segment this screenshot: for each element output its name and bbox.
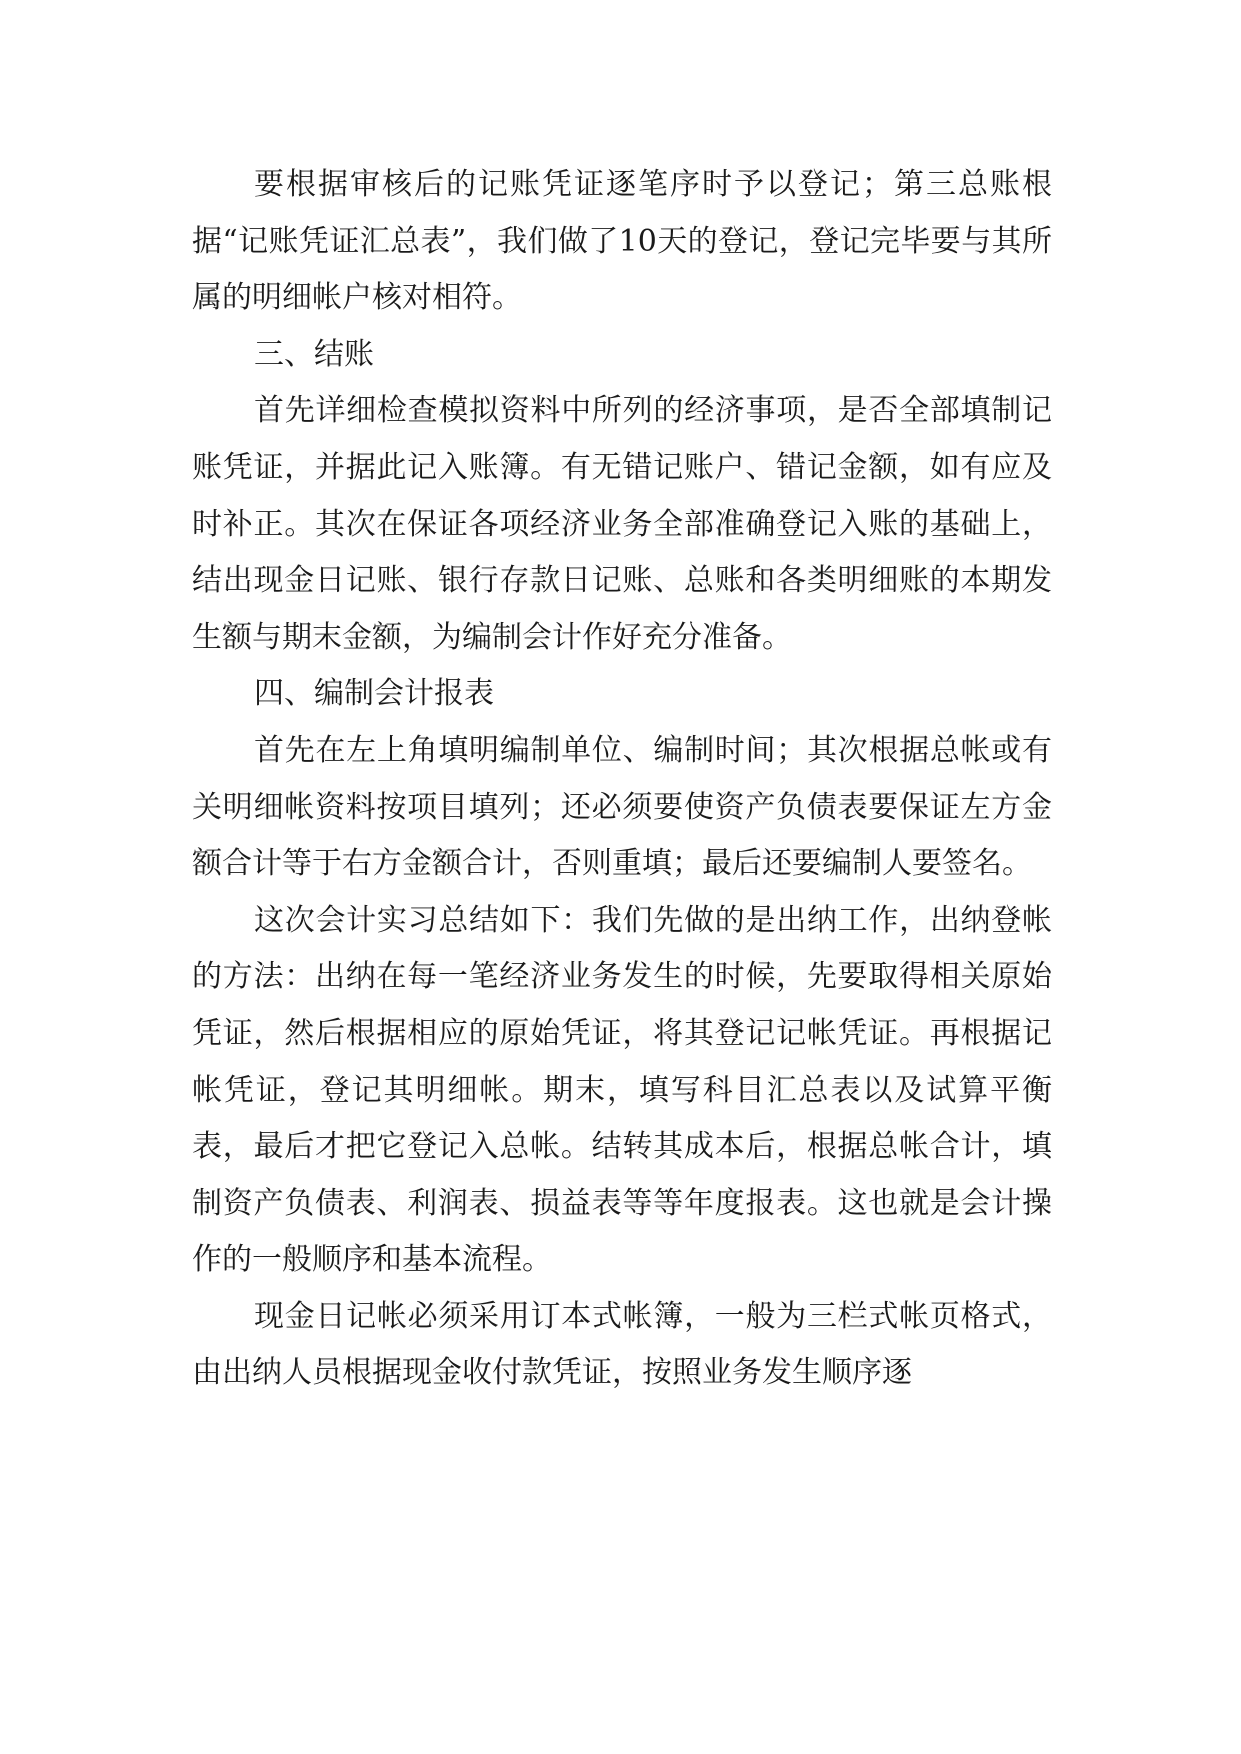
paragraph-closing-accounts: 首先详细检查模拟资料中所列的经济事项，是否全部填制记账凭证，并据此记入账簿。有无错记账户、错记金额，如有应及时补正。其次在保证各项经济业务全部准确登记入账的基础上，结出现金日记账、银行存款日记账、总账和各类明细账的本期发生额与期末金额，为编制会计作好充分准备。 [192,393,1052,655]
paragraph-cash-journal: 现金日记帐必须采用订本式帐簿，一般为三栏式帐页格式，由出纳人员根据现金收付款凭证，按照业务发生顺序逐 [192,1298,1052,1391]
heading-closing-accounts: 三、结账 [254,336,374,372]
paragraph-financial-statements: 首先在左上角填明编制单位、编制时间；其次根据总帐或有关明细帐资料按项目填列；还必须要使资产负债表要保证左方金额合计等于右方金额合计，否则重填；最后还要编制人要签名。 [192,732,1052,882]
paragraph-ledger-registration: 要根据审核后的记账凭证逐笔序时予以登记；第三总账根据“记账凭证汇总表”，我们做了10天的登记，登记完毕要与其所属的明细帐户核对相符。 [192,167,1052,316]
document-body [192,157,1052,1402]
paragraph-internship-summary: 这次会计实习总结如下：我们先做的是出纳工作，出纳登帐的方法：出纳在每一笔经济业务发生的时候，先要取得相关原始凭证，然后根据相应的原始凭证，将其登记记帐凭证。再根据记帐凭证，登记其明细帐。期末，填写科目汇总表以及试算平衡表，最后才把它登记入总帐。结转其成本后，根据总帐合计，填制资产负债表、利润表、损益表等等年度报表。这也就是会计操作的一般顺序和基本流程。 [192,902,1052,1278]
heading-financial-statements: 四、编制会计报表 [254,676,494,712]
